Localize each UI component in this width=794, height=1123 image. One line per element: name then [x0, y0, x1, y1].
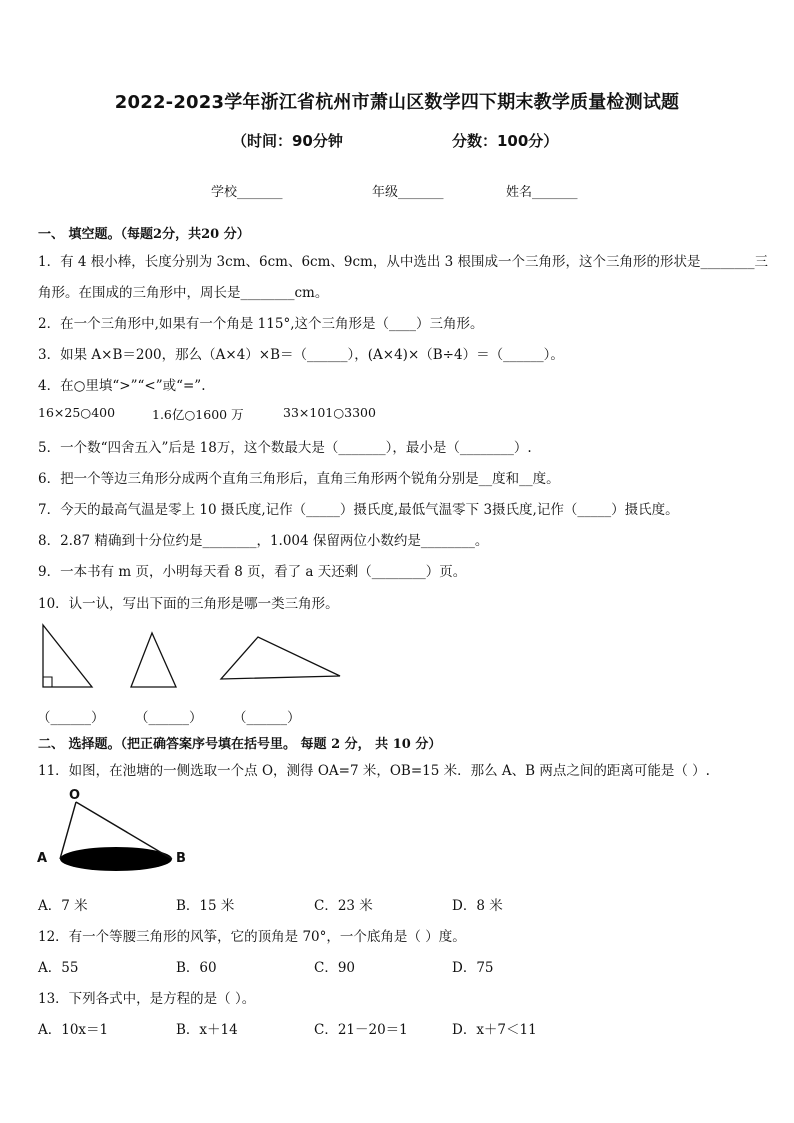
acute-triangle-figure: [128, 630, 183, 690]
q12-option-a[interactable]: A．55: [38, 960, 79, 976]
name-field: 姓名_______: [506, 185, 578, 200]
page-title: 2022-2023学年浙江省杭州市萧山区数学四下期末教学质量检测试题: [114, 92, 680, 113]
obtuse-triangle-figure: [218, 634, 344, 682]
answer-blank-triangle-3[interactable]: （______）: [233, 710, 301, 726]
q13-option-c[interactable]: C．21－20＝1: [314, 1022, 408, 1038]
time-limit: （时间：90分钟: [232, 132, 343, 150]
question-1-line-2: 角形。在围成的三角形中，周长是________cm。: [38, 285, 329, 301]
q11-option-b[interactable]: B．15 米: [176, 898, 235, 914]
pond-diagram: [30, 785, 200, 885]
q11-option-d[interactable]: D．8 米: [452, 898, 503, 914]
question-4: 4．在○里填“>”“<”或“=”.: [38, 378, 206, 394]
question-3: 3．如果 A×B＝200，那么（A×4）×B＝（______），(A×4)×（B÷4）＝（______）。: [38, 347, 564, 363]
q13-option-b[interactable]: B．x＋14: [176, 1022, 238, 1038]
q13-option-d[interactable]: D．x＋7＜11: [452, 1022, 537, 1038]
question-7: 7．今天的最高气温是零上 10 摄氏度,记作（_____）摄氏度,最低气温零下 3摄氏度,记作（_____）摄氏度。: [38, 502, 679, 518]
question-10: 10．认一认，写出下面的三角形是哪一类三角形。: [38, 596, 339, 612]
right-triangle-figure: [40, 622, 100, 692]
q12-option-b[interactable]: B．60: [176, 960, 217, 976]
answer-blank-triangle-1[interactable]: （______）: [37, 710, 105, 726]
section-1-heading: 一、 填空题。（每题2分，共20 分）: [38, 227, 250, 242]
section-2-heading: 二、 选择题。（把正确答案序号填在括号里。 每题 2 分， 共 10 分）: [38, 737, 442, 752]
point-o-label: O: [69, 788, 81, 803]
question-11: 11．如图，在池塘的一侧选取一个点 O，测得 OA=7 米，OB=15 米．那么 A、B 两点之间的距离可能是（ ）.: [38, 763, 710, 779]
question-9: 9．一本书有 m 页，小明每天看 8 页，看了 a 天还剩（________）页。: [38, 564, 467, 580]
question-4-item-3: 33×101○3300: [283, 405, 376, 420]
q11-option-a[interactable]: A．7 米: [38, 898, 88, 914]
question-8: 8．2.87 精确到十分位约是________，1.004 保留两位小数约是________。: [38, 533, 489, 549]
point-a-label: A: [37, 851, 48, 866]
q12-option-c[interactable]: C．90: [314, 960, 356, 976]
grade-field: 年级_______: [372, 185, 444, 200]
question-4-item-2: 1.6亿○1600 万: [152, 407, 244, 422]
question-12: 12．有一个等腰三角形的风筝，它的顶角是 70°，一个底角是（ ）度。: [38, 929, 466, 945]
question-13: 13．下列各式中，是方程的是（ ）。: [38, 991, 256, 1007]
question-1-line-1: 1．有 4 根小棒，长度分别为 3cm、6cm、6cm、9cm，从中选出 3 根围成一个三角形，这个三角形的形状是________三: [38, 254, 769, 270]
question-2: 2．在一个三角形中,如果有一个角是 115°,这个三角形是（____）三角形。: [38, 316, 484, 332]
answer-blank-triangle-2[interactable]: （______）: [135, 710, 203, 726]
question-5: 5．一个数“四舍五入”后是 18万，这个数最大是（_______），最小是（________）.: [38, 440, 532, 456]
q11-option-c[interactable]: C．23 米: [314, 898, 373, 914]
school-field: 学校_______: [211, 185, 283, 200]
question-6: 6．把一个等边三角形分成两个直角三角形后，直角三角形两个锐角分别是__度和__度。: [38, 471, 560, 487]
point-b-label: B: [176, 851, 186, 866]
question-4-item-1: 16×25○400: [38, 405, 116, 420]
q13-option-a[interactable]: A．10x＝1: [38, 1022, 109, 1038]
q12-option-d[interactable]: D．75: [452, 960, 494, 976]
total-score: 分数：100分）: [452, 132, 559, 150]
